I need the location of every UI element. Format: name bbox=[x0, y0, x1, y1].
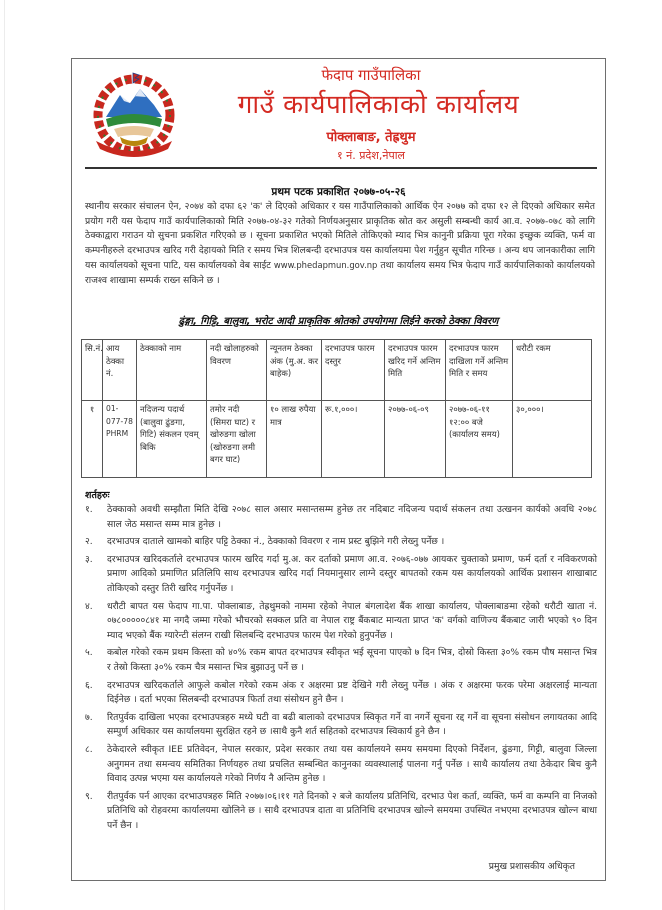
term-number: ४. bbox=[85, 600, 93, 612]
col-header-submission-deadline: दरभाउपत्र फारम दाखिला गर्ने अन्तिम मिति र समय bbox=[446, 340, 513, 401]
term-number: ३. bbox=[85, 553, 93, 565]
term-text: रितपुर्वक दाखिला भएका दरभाउपत्रहरु मध्ये घटी वा बढी बालाको दरभाउपत्र स्विकृत गर्ने वा नगर्ने सूचना रद्द गर्ने वा सूचना संसोधन लगायतका आदि सम्पुर्ण अधिकार यस कार्यालयमा सुरक्षित रहने छ ।साथै कुनै शर्त सहितको दरभाउपत्र स्विकार्य हुने छैन । bbox=[107, 711, 597, 738]
intro-text-end: तथा कार्यालय समय भित्र फेदाप गाउँ कार्यपालिकाको कार्यालयको राजश्व शाखामा सम्पर्क राख्न सकिने छ । bbox=[85, 260, 596, 286]
province-label: १ नं. प्रदेश,नेपाल bbox=[336, 149, 406, 162]
term-item bbox=[85, 646, 597, 675]
term-text: ठेकेदारले स्वीकृत IEE प्रतिवेदन, नेपाल सरकार, प्रदेश सरकार तथा यस कार्यालयने समय समयमा दिएको निर्देशन, ढुंङगा, गिट्टी, बालुवा जिल्ला अनुगमन तथा समन्वय समितिका निर्णयहरु तथा प्रचलित सम्बन्धित कानुनका व्यवस्थालाई पालना गर्नु पर्नेछ । साथै कार्यालय तथा ठेकेदार बिच कुनै विवाद उत्पन्न भएमा यस कार्यालयले गरेको निर्णय नै अन्तिम हुनेछ । bbox=[107, 743, 597, 785]
col-header-code: आय ठेक्का नं. bbox=[103, 340, 137, 401]
cell-deposit: ३०,०००। bbox=[513, 401, 592, 478]
table-title: ढुंङ्गा, गिट्टि, बालुवा, भरोट आदी प्राकृतिक श्रोतको उपयोगमा लिईने करको ठेक्का विवरण bbox=[178, 316, 499, 327]
col-header-name: ठेक्काको नाम bbox=[137, 340, 207, 401]
col-header-min-amount: न्यूनतम ठेक्का अंक (मु.अ. कर बाहेक) bbox=[267, 340, 322, 401]
term-text: कबोल गरेको रकम प्रथम किस्ता को ४०% रकम बापत दरभाउपत्र स्वीकृत भई सूचना पाएको ७ दिन भित्र, दोस्रो किस्ता ३०% रकम पौष मसान्त भित्र र तेस्रो किस्ता ३०% रकम चैत्र मसान्त भित्र बुझाउनु पर्ने छ । bbox=[107, 647, 597, 673]
term-item bbox=[85, 535, 597, 550]
publication-date-title: प्रथम पटक प्रकाशित २०७७-०५-२६ bbox=[271, 186, 406, 198]
term-item bbox=[85, 503, 597, 532]
cell-purchase-deadline: २०७७-०६-०९ bbox=[385, 401, 446, 478]
col-header-form-fee: दरभाउपत्र फारम दस्तुर bbox=[322, 340, 385, 401]
nepal-emblem-icon bbox=[84, 65, 184, 161]
cell-sn: १ bbox=[82, 401, 103, 478]
cell-submission-deadline: २०७७-०६-११ १२:०० बजे (कार्यालय समय) bbox=[446, 401, 513, 478]
term-text: रीतपुर्वक पर्न आएका दरभाउपत्रहरु मिति २०७७।०६।११ गते दिनको २ बजे कार्यालय प्रतिनिधि, दरभाउ पेश कर्ता, व्यक्ति, फर्म वा कम्पनि वा निजको प्रतिनिधि को रोहवरमा कार्यालयमा खोलिने छ । साथै दरभाउपत्र दाता वा प्रतिनिधि दरभाउपत्र खोल्ने समयमा उपस्थित नभएमा दरभाउपत्र खोल्न बाधा पर्ने छैन । bbox=[107, 790, 597, 831]
website-link[interactable]: www.phedapmun.gov.np bbox=[273, 260, 378, 271]
term-item bbox=[85, 743, 597, 787]
term-number: ८. bbox=[85, 743, 93, 755]
term-number: १. bbox=[85, 504, 93, 515]
table-row bbox=[82, 401, 592, 478]
header-divider bbox=[85, 167, 597, 169]
municipality-name: फेदाप गाउँपालिका bbox=[321, 66, 421, 84]
table-header-row bbox=[82, 340, 592, 401]
term-number: ९. bbox=[85, 790, 93, 802]
term-text: ठेक्काको अवधी सम्झौता मिति देखि २०७८ साल असार मसान्तसम्म हुनेछ तर नदिबाट नदिजन्य पदार्थ संकलन तथा उत्खनन कार्यको अवधि २०७८ साल जेठ मसान्त सम्म मात्र हुनेछ । bbox=[107, 504, 597, 530]
term-text: दरभाउपत्र दाताले खामको बाहिर पट्टि ठेक्का नं., ठेक्काको विवरण र नाम प्रस्ट बुझिने गरी लेख्नु पर्नेछ । bbox=[107, 536, 445, 548]
col-header-deposit: धरौटी रकम bbox=[513, 340, 592, 401]
signature-title: प्रमुख प्रशासकीय अधिकृत bbox=[488, 861, 575, 872]
term-text: दरभाउपत्र खरिदकर्ताले आफुले कबोल गरेको रकम अंक र अक्षरमा प्रष्ट देखिने गरी लेख्नु पर्नेछ । अंक र अक्षरमा फरक परेमा अक्षरलाई मान्यता दिईनेछ । दर्ता भएका सिलबन्दी दरभाउपत्र फिर्ता तथा संसोधन हुने छैन । bbox=[107, 679, 597, 706]
cell-river: तमोर नदी (सिमरा घाट) र खोरुङगा खोला (खोरुङगा लमी बगर घाट) bbox=[207, 401, 267, 478]
term-item bbox=[85, 711, 597, 740]
term-item bbox=[85, 679, 597, 708]
term-text: दरभाउपत्र खरिदकर्ताले दरभाउपत्र फारम खरिद गर्दा मु.अ. कर दर्ताको प्रमाण आ.व. २०७६-०७७ आयकर चुक्ताको प्रमाण, फर्म दर्ता र नविकरणको प्रमाण आदिको प्रमाणित प्रतिलिपि साथ दरभाउपत्र खरिद गर्दा नियमानुसार लाग्ने दस्तुर बापतको रकम यस कार्यालयको आर्थिक प्रशासन शाखाबाट तोकिएको दस्तुर तिरी खरिद गर्नुपर्नेछ । bbox=[107, 553, 597, 594]
cell-min-amount: १० लाख रुपैया मात्र bbox=[267, 401, 322, 478]
term-number: ५. bbox=[85, 647, 93, 659]
contract-table bbox=[81, 339, 592, 478]
term-text: धरौटी बापत यस फेदाप गा.पा. पोक्लाबाङ, तेह्रथुमको नाममा रहेको नेपाल बंगलादेश बैंक शाखा कार्यालय, पोक्लाबाङमा रहेको धरौटी खाता नं. ०७८०००००८४१ मा नगदै जम्मा गरेको भौचरको सक्कल प्रति वा नेपाल राष्ट्र बैंकबाट मान्यता प्राप्त 'क' वर्गको वाणिज्य बैंकबाट जारी भएको ९० दिन म्याद भएको बैंक ग्यारेन्टी संलग्न राखी सिलबन्दि दरभाउपत्र फारम पेश गरेको हुनुपर्नेछ । bbox=[107, 600, 597, 641]
intro-text: स्थानीय सरकार संचालन ऐन, २०७४ को दफा ६२ 'क' ले दिएको अधिकार र यस गाउँपालिकाको आर्थिक ऐन २०७७ को दफा १२ ले दिएको अधिकार समेत प्रयोग गरी यस फेदाप गाउँ कार्यपालिकाको मिति २०७७-०४-३२ गतेको निर्णयअनुसार प्राकृतिक स्रोत कर असुली सम्बन्धी कार्य आ.व. २०७७-०७८ को लागि ठेक्काद्वारा गराउन यो सुचना प्रकशित गरिएको छ । सूचना प्रकाशित भएको मितिले तोकिएको म्याद भित्र कानुनी प्रक्रिया पूरा गरेका इच्छुक व्यक्ति, फर्म वा कम्पनीहरुले दरभाउपत्र खरिद गरी देहायको मिति र समय भित्र शिलबन्दी दरभाउपत्र यस कार्यालयमा पेश गर्नुहुन सूचीत गरिन्छ । अन्य थप जानकारीका लागि यस कार्यालयको सूचना पाटि, यस कार्यालयको वेब साईट bbox=[85, 201, 595, 272]
term-number: ७. bbox=[85, 711, 93, 723]
term-item bbox=[85, 553, 597, 597]
term-item bbox=[85, 600, 597, 644]
col-header-river: नदी खोलाहरुको विवरण bbox=[207, 340, 267, 401]
col-header-purchase-deadline: दरभाउपत्र फारम खरिद गर्ने अन्तिम मिति bbox=[385, 340, 446, 401]
term-item bbox=[85, 790, 597, 834]
cell-form-fee: रू.१,०००। bbox=[322, 401, 385, 478]
office-title: गाउँ कार्यपालिकाको कार्यालय bbox=[237, 90, 520, 120]
cell-code: 01-077-78 PHRM bbox=[103, 401, 137, 478]
terms-list bbox=[85, 503, 597, 836]
page-edge bbox=[4, 0, 5, 910]
intro-paragraph bbox=[85, 200, 595, 289]
term-number: २. bbox=[85, 536, 93, 548]
notice-document bbox=[71, 58, 606, 881]
term-number: ६. bbox=[85, 679, 93, 691]
office-location: पोक्लाबाङ, तेह्रथुम bbox=[326, 130, 416, 145]
terms-heading: शर्तहरुः bbox=[85, 490, 110, 501]
cell-name: नदिजन्य पदार्थ (बालुवा ढुंङगा, गिटि) संकलन एवम् बिकि bbox=[137, 401, 207, 478]
col-header-sn: सि.नं. bbox=[82, 340, 103, 401]
